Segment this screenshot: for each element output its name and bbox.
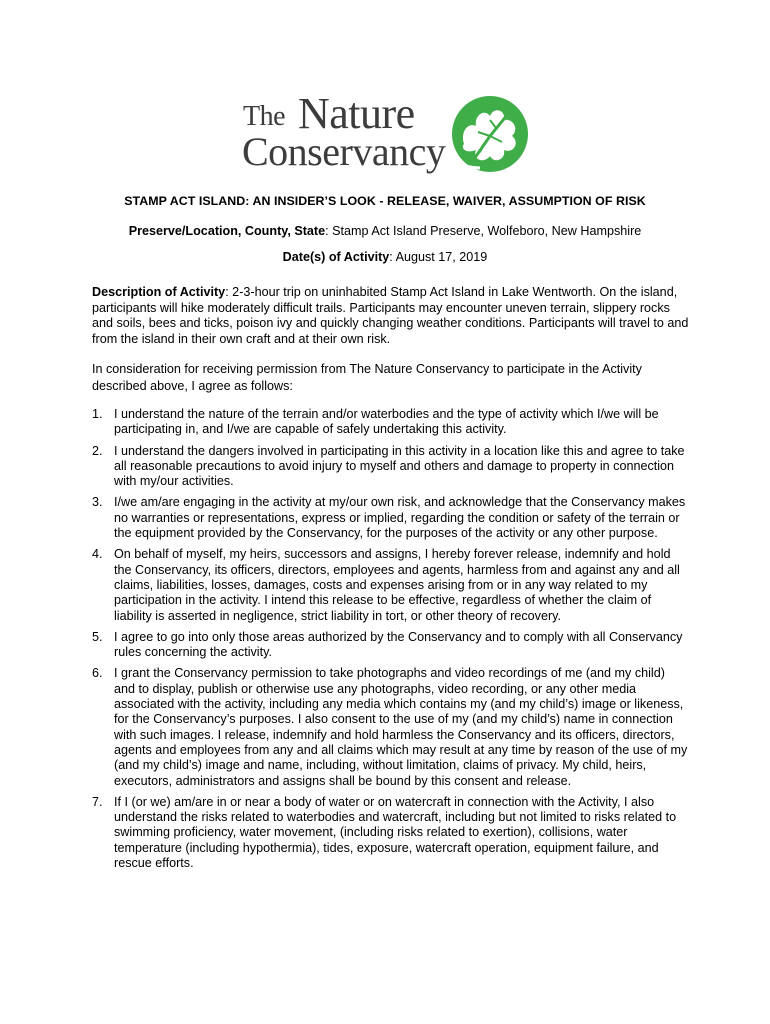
date-line bbox=[0, 250, 770, 264]
logo-wordmark bbox=[240, 89, 450, 178]
description-label: Description of Activity bbox=[92, 285, 226, 299]
location-line bbox=[0, 224, 770, 238]
term-number: 6. bbox=[92, 666, 103, 681]
logo-word-nature: Nature bbox=[298, 89, 415, 138]
date-label: Date(s) of Activity bbox=[282, 250, 390, 264]
term-item bbox=[92, 630, 688, 661]
term-number: 5. bbox=[92, 629, 103, 644]
term-item bbox=[92, 495, 688, 541]
logo-word-conservancy: Conservancy bbox=[242, 129, 446, 174]
nature-conservancy-logo bbox=[240, 89, 530, 178]
term-text: I understand the dangers involved in participating in this activity in a location like this and agree to take all reasonable precautions to avoid injury to myself and others and damage to property in connection with my/our activities. bbox=[114, 443, 685, 489]
oak-leaf-icon bbox=[450, 92, 530, 176]
term-item bbox=[92, 795, 688, 871]
term-item bbox=[92, 407, 688, 438]
term-number: 3. bbox=[92, 495, 103, 510]
location-value: : Stamp Act Island Preserve, Wolfeboro, New Hampshire bbox=[325, 224, 642, 238]
term-item bbox=[92, 547, 688, 623]
term-item bbox=[92, 444, 688, 490]
description-text: : 2-3-hour trip on uninhabited Stamp Act Island in Lake Wentworth. On the island, participants will hike moderately difficult trails. Participants may encounter uneven terrain, slippery rocks and soils, bees and ticks, poison ivy and quickly changing weather conditions. Participants will travel to and from the island in their own craft and at their own risk. bbox=[92, 285, 689, 346]
term-text: I grant the Conservancy permission to take photographs and video recordings of me (and my child) and to display, publish or otherwise use any photographs, video recording, or any other media associated with the activity, including any media which contains my (and my child’s) image or likeness, for the Conservancy’s purposes. I also consent to the use of my (and my child’s) name in connection with such images. I release, indemnify and hold harmless the Conservancy and its officers, directors, agents and employees from any and all claims which may result at any time by reason of the use of my (and my child’s) image and name, including, without limitation, claims of privacy. My child, heirs, executors, administrators and assigns shall be bound by this consent and release. bbox=[114, 666, 688, 788]
consideration-paragraph: In consideration for receiving permission from The Nature Conservancy to participate in the Activity described above, I agree as follows: bbox=[92, 362, 642, 393]
term-text: I/we am/are engaging in the activity at my/our own risk, and acknowledge that the Conservancy makes no warranties or representations, express or implied, regarding the condition or safety of the terrain or the equipment provided by the Conservancy, for the purposes of the activity or any other purpose. bbox=[114, 495, 686, 541]
date-value: : August 17, 2019 bbox=[389, 250, 488, 264]
location-label: Preserve/Location, County, State bbox=[128, 224, 326, 238]
term-text: If I (or we) am/are in or near a body of water or on watercraft in connection with the Activity, I also understand the risks related to waterbodies and watercraft, including but not limited to risks related to swimming proficiency, water movement, (including risks related to exertion), collisions, water temperature (including hypothermia), tides, exposure, watercraft operation, equipment failure, and rescue efforts. bbox=[114, 794, 677, 871]
term-item bbox=[92, 666, 688, 788]
term-number: 4. bbox=[92, 547, 103, 562]
term-number: 1. bbox=[92, 407, 103, 421]
term-text: I agree to go into only those areas authorized by the Conservancy and to comply with all Conservancy rules concerning the activity. bbox=[114, 629, 683, 660]
term-number: 2. bbox=[92, 443, 103, 458]
term-text: On behalf of myself, my heirs, successors and assigns, I hereby forever release, indemnify and hold the Conservancy, its officers, directors, employees and agents, harmless from and against any and all claims, liabilities, losses, damages, costs and expenses arising from or in any way related to my participation in the activity. I intend this release to be effective, regardless of whether the claim of liability is asserted in negligence, strict liability in tort, or other theory of recovery. bbox=[114, 547, 680, 623]
term-number: 7. bbox=[92, 794, 103, 809]
document-title: STAMP ACT ISLAND: AN INSIDER’S LOOK - RELEASE, WAIVER, ASSUMPTION OF RISK bbox=[124, 194, 646, 208]
logo-word-the: The bbox=[243, 101, 286, 132]
terms-list bbox=[92, 407, 688, 877]
activity-description bbox=[92, 285, 692, 347]
term-text: I understand the nature of the terrain and/or waterbodies and the type of activity which I/we will be participating in, and I/we are capable of safely undertaking this activity. bbox=[114, 407, 659, 437]
